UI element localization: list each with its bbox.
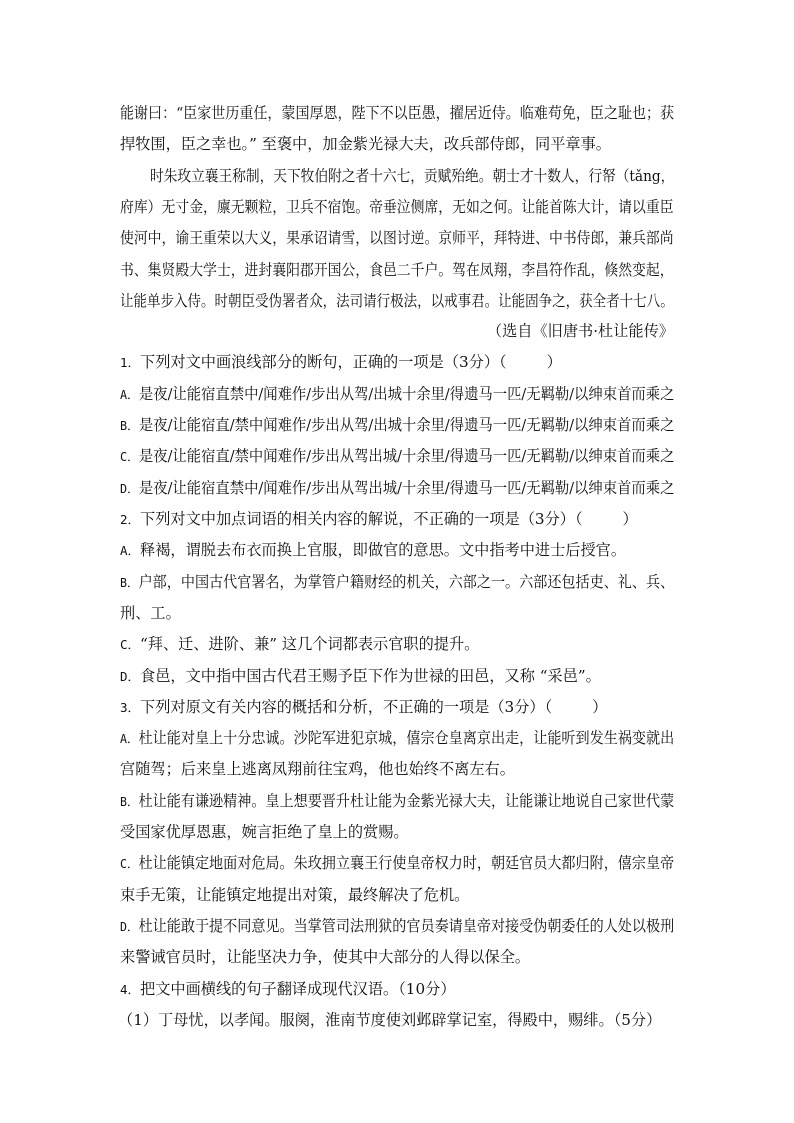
option-text: 是夜/让能宿直禁中/闻难作/步出从驾出城/十余里/得遗马一匹/无羁勒/以绅束首而乘之 [138,479,675,497]
option-text: 是夜/让能宿直/禁中闻难作/步出从驾出城/十余里/得遗马一匹/无羁勒/以绅束首而乘之 [138,447,675,465]
option-a-continued: 宫随驾；后来皇上逃离凤翔前往宝鸡，他也始终不离左右。 [120,760,515,778]
option-text: 是夜/让能宿直禁中/闻难作/步出从驾/出城十余里/得遗马一匹/无羁勒/以绅束首而乘之 [138,385,675,403]
passage-paragraph-start: 时朱玫立襄王称制，天下牧伯附之者十六七，贡赋殆绝。朝士才十数人，行帑（tǎng， [150,167,675,185]
option-text: 杜让能对皇上十分忠诚。沙陀军进犯京城，僖宗仓皇离京出走，让能听到发生祸变就出 [138,729,675,747]
option-label: B． [120,575,139,590]
option-d-continued: 来警诫官员时，让能坚决力争，使其中大部分的人得以保全。 [120,948,531,966]
option-label: A． [120,387,139,402]
option-label: A． [120,543,141,558]
passage-line: 书、集贤殿大学士，进封襄阳郡开国公，食邑二千户。驾在凤翔，李昌符作乱，倏然变起， [120,261,674,279]
passage-line: 府库）无寸金，廪无颗粒，卫兵不宿饱。帝垂泣侧席，无如之何。让能首陈大计，请以重臣 [120,198,674,216]
option-d [120,478,674,499]
option-text: 释褐，谓脱去布衣而换上官服，即做官的意思。文中指考中进士后授官。 [140,541,627,559]
option-b [120,791,674,812]
option-label: B． [120,794,139,809]
answer-paren-close: ） [592,698,608,716]
answer-paren-close: ） [546,353,562,371]
source-citation: （选自《旧唐书·杜让能传》 [486,322,674,340]
question-3-stem [120,697,607,718]
question-1-stem [120,352,562,373]
passage-line: 让能单步入侍。时朝臣受伪署者众，法司请行极法，以戒事君。让能固争之，获全者十七八。 [120,292,674,310]
option-label: A． [120,731,139,746]
option-c [120,853,674,874]
question-text: 把文中画横线的句子翻译成现代汉语。（10分） [140,980,456,998]
option-label: D． [120,481,139,496]
answer-paren-close: ） [622,510,638,528]
option-text: “拜、迁、进阶、兼” 这几个词都表示官职的提升。 [140,635,480,653]
question-number: 1． [120,355,141,370]
option-b [120,415,674,436]
option-d [120,916,674,937]
question-2-stem [120,509,638,530]
option-text: 户部，中国古代官署名，为掌管户籍财经的机关，六部之一。六部还包括吏、礼、兵、 [138,573,675,591]
option-text: 杜让能敢于提不同意见。当掌管司法刑狱的官员奏请皇帝对接受伪朝委任的人处以极刑 [138,917,675,935]
option-a [120,384,674,405]
question-number: 3． [120,700,141,715]
option-b [120,572,674,593]
question-4-stem [120,979,456,1000]
passage-line: 能谢曰：“臣家世历重任，蒙国厚恩，陛下不以臣愚，擢居近侍。临难苟免，臣之耻也；获 [120,104,675,122]
option-label: C． [120,856,139,871]
option-label: C． [120,449,139,464]
option-c-continued: 束手无策，让能镇定地提出对策，最终解决了危机。 [120,886,470,904]
question-text: 下列对原文有关内容的概括和分析，不正确的一项是（3分）（ [140,698,553,716]
question-text: 下列对文中画浪线部分的断句，正确的一项是（3分）（ [140,353,507,371]
option-text: 杜让能有谦逊精神。皇上想要晋升杜让能为金紫光禄大夫，让能谦让地说自己家世代蒙 [138,792,675,810]
option-c [120,634,479,655]
option-b-continued: 刑、工。 [120,604,181,622]
passage-line: 使河中，谕王重荣以大义，果承诏请雪，以图讨逆。京师平，拜特进、中书侍郎，兼兵部尚 [120,229,674,247]
question-number: 4． [120,982,141,997]
option-a [120,540,626,561]
option-label: B． [120,418,139,433]
question-number: 2． [120,512,141,527]
option-label: D． [120,669,141,684]
option-c [120,446,674,467]
passage-line: 捍牧围，臣之幸也。” 至褒中，加金紫光禄大夫，改兵部侍郎，同平章事。 [120,135,611,153]
option-label: C． [120,637,141,652]
option-b-continued: 受国家优厚恩惠，婉言拒绝了皇上的赏赐。 [120,823,409,841]
sentence-1-prompt: （1）丁母忧，以孝闻。服阕，淮南节度使刘邺辟掌记室，得殿中，赐绯。（5分） [118,1011,662,1029]
question-text: 下列对文中加点词语的相关内容的解说，不正确的一项是（3分）（ [140,510,583,528]
option-d [120,666,601,687]
option-label: D． [120,919,139,934]
option-text: 杜让能镇定地面对危局。朱玫拥立襄王行使皇帝权力时，朝廷官员大都归附，僖宗皇帝 [138,854,675,872]
option-text: 食邑，文中指中国古代君王赐予臣下作为世禄的田邑，又称 “采邑”。 [140,667,601,685]
option-a [120,728,674,749]
option-text: 是夜/让能宿直/禁中闻难作/步出从驾/出城十余里/得遗马一匹/无羁勒/以绅束首而乘之 [138,416,675,434]
